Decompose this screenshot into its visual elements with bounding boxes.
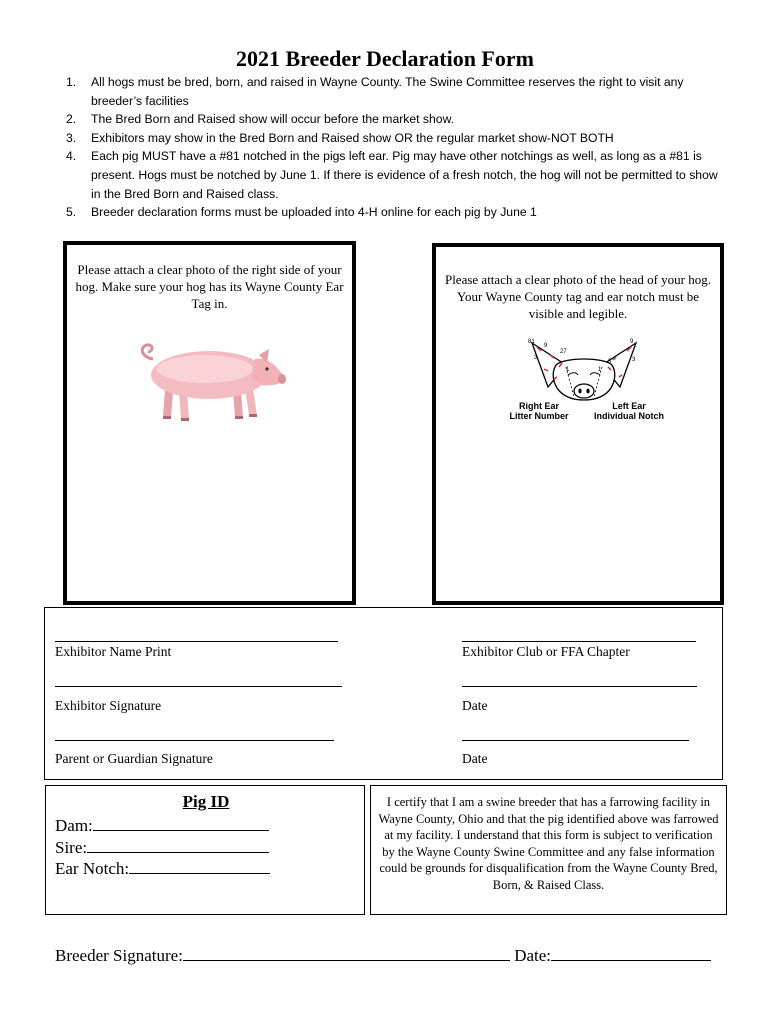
exhibitor-club-line[interactable] bbox=[462, 641, 696, 642]
date-label: Date bbox=[462, 751, 488, 766]
notch-number: 9 bbox=[630, 339, 634, 345]
notch-number: 3 bbox=[632, 357, 636, 363]
right-ear-label: Right Ear Litter Number bbox=[509, 401, 569, 421]
rules-list bbox=[66, 73, 726, 222]
notch-number: 3 bbox=[534, 355, 538, 361]
certification-box bbox=[370, 785, 727, 915]
sire-field[interactable]: Sire: bbox=[55, 837, 269, 858]
exhibitor-club-label: Exhibitor Club or FFA Chapter bbox=[462, 644, 630, 659]
certification-text: I certify that I am a swine breeder that has a farrowing facility in Wayne County, Ohio and that the pig identified above was farrowed at my facility. I understand that this form is subject to verification by the Wayne County Swine Committee and any false information could be grounds for disqualification from the Wayne County Bred, Born, & Raised Class. bbox=[378, 795, 719, 892]
rule-item: 3. Exhibitors may show in the Bred Born and Raised show OR the regular market show-NOT BOTH bbox=[66, 130, 614, 145]
pig-illustration bbox=[137, 337, 287, 427]
head-photo-instruction: Please attach a clear photo of the head of your hog. Your Wayne County tag and ear notch must be visible and legible. bbox=[444, 272, 712, 321]
breeder-signature-label: Breeder Signature: bbox=[55, 946, 183, 965]
pig-id-box bbox=[45, 785, 365, 915]
notch-number: 27 bbox=[560, 349, 567, 355]
side-photo-box[interactable] bbox=[63, 241, 356, 605]
date-line[interactable] bbox=[462, 686, 697, 687]
rule-item: 5. Breeder declaration forms must be uploaded into 4-H online for each pig by June 1 bbox=[66, 205, 537, 220]
date-label: Date bbox=[462, 698, 488, 713]
exhibitor-signature-line[interactable] bbox=[55, 686, 342, 687]
breeder-date-label: Date: bbox=[514, 946, 552, 965]
exhibitor-signature-label: Exhibitor Signature bbox=[55, 698, 162, 713]
date-line[interactable] bbox=[462, 740, 689, 741]
notch-number: 9 bbox=[544, 343, 548, 349]
notch-number: 1 bbox=[598, 367, 602, 373]
rule-item: 1. All hogs must be bred, born, and raised in Wayne County. The Swine Committee reserves the right to visit any breeder’s facilities bbox=[66, 75, 684, 108]
pig-id-title: Pig ID bbox=[182, 792, 230, 811]
parent-signature-label: Parent or Guardian Signature bbox=[55, 751, 213, 766]
parent-signature-line[interactable] bbox=[55, 740, 334, 741]
exhibitor-name-label: Exhibitor Name Print bbox=[55, 644, 172, 659]
head-photo-box[interactable] bbox=[432, 243, 724, 605]
exhibitor-name-line[interactable] bbox=[55, 641, 338, 642]
rule-item: 2. The Bred Born and Raised show will occur before the market show. bbox=[66, 112, 455, 127]
dam-field[interactable]: Dam: bbox=[55, 815, 269, 836]
form-title: 2021 Breeder Declaration Form bbox=[236, 46, 534, 71]
notch-number: 1 bbox=[566, 367, 570, 373]
exhibitor-signature-section bbox=[44, 607, 723, 780]
breeder-signature-row bbox=[55, 943, 711, 966]
notch-number: 81 bbox=[528, 339, 535, 345]
breeder-signature-line[interactable] bbox=[183, 943, 510, 961]
ear-notch-field[interactable]: Ear Notch: bbox=[55, 858, 270, 879]
side-photo-instruction: Please attach a clear photo of the right side of your hog. Make sure your hog has its Wayne County Ear Tag in. bbox=[75, 262, 344, 311]
rule-item: 4. Each pig MUST have a #81 notched in the pigs left ear. Pig may have other notchings as well, as long as a #81 is present. Hogs must be notched by June 1. If there is evidence of a fresh notch, the hog will not be permitted to show in the Bred Born and Raised class. bbox=[66, 149, 718, 201]
left-ear-label: Left Ear Individual Notch bbox=[594, 401, 665, 421]
notch-number: 3 bbox=[608, 359, 612, 365]
breeder-date-line[interactable] bbox=[551, 943, 711, 961]
